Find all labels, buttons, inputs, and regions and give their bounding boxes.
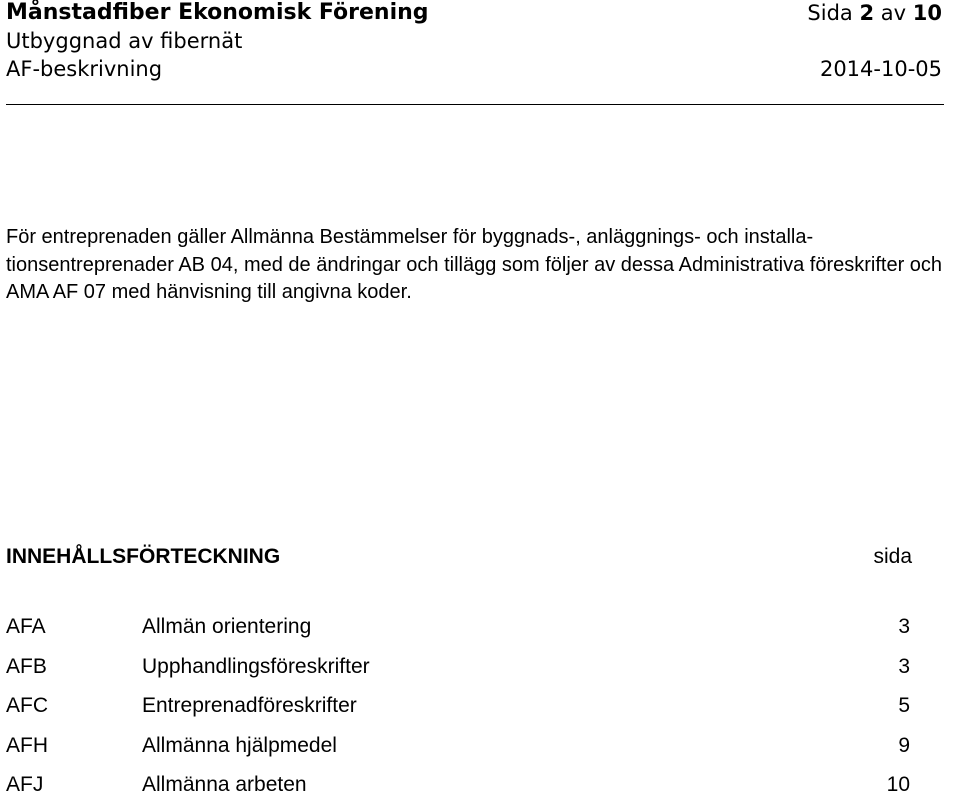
toc-entry bbox=[0, 652, 960, 692]
page-total: 10 bbox=[912, 1, 942, 25]
organization-name: Månstadfiber Ekonomisk Förening bbox=[6, 0, 429, 25]
toc-entry-label: Allmänna hjälpmedel bbox=[142, 733, 337, 757]
toc-entry-code: AFB bbox=[6, 654, 47, 678]
document-subtitle: Utbyggnad av fibernät bbox=[6, 29, 243, 53]
toc-entry-label: Entreprenadföreskrifter bbox=[142, 694, 357, 717]
page-mid: av bbox=[880, 1, 907, 25]
toc-page-column-label: sida bbox=[873, 545, 912, 568]
toc-title: INNEHÅLLSFÖRTECKNING bbox=[6, 545, 281, 568]
intro-paragraph: För entreprenaden gäller Allmänna Bestämmelser för byggnads-, anläggnings- och installa-tionsentreprenader AB 04, med de ändringar och tillägg som följer av dessa Administrativa föreskrifter och AMA AF 07 med hänvisning till angivna koder. bbox=[6, 226, 943, 303]
toc-entry-label: Allmänna arbeten bbox=[142, 773, 307, 796]
toc-entry-code: AFC bbox=[6, 694, 48, 717]
page-prefix: Sida bbox=[807, 1, 853, 25]
toc-entry bbox=[0, 731, 960, 771]
toc-entry-page: 10 bbox=[886, 773, 910, 796]
toc-entry-page: 9 bbox=[898, 733, 910, 757]
toc-entry bbox=[0, 612, 960, 652]
toc-entry-page: 5 bbox=[898, 694, 910, 717]
toc-entry-label: Allmän orientering bbox=[142, 615, 312, 638]
toc-entry-label: Upphandlingsföreskrifter bbox=[142, 654, 370, 678]
toc-list bbox=[0, 612, 960, 810]
toc-entry bbox=[0, 770, 960, 810]
toc-entry-code: AFA bbox=[6, 615, 46, 638]
toc-entry-code: AFJ bbox=[6, 773, 44, 796]
toc-entry-code: AFH bbox=[6, 733, 48, 757]
page-current: 2 bbox=[859, 1, 875, 25]
toc-entry bbox=[0, 691, 960, 731]
toc-entry-page: 3 bbox=[898, 615, 910, 638]
toc-entry-page: 3 bbox=[898, 654, 910, 678]
header-divider bbox=[6, 104, 944, 105]
document-date: 2014-10-05 bbox=[819, 57, 942, 81]
page-indicator bbox=[807, 0, 942, 26]
document-type: AF-beskrivning bbox=[6, 57, 163, 81]
